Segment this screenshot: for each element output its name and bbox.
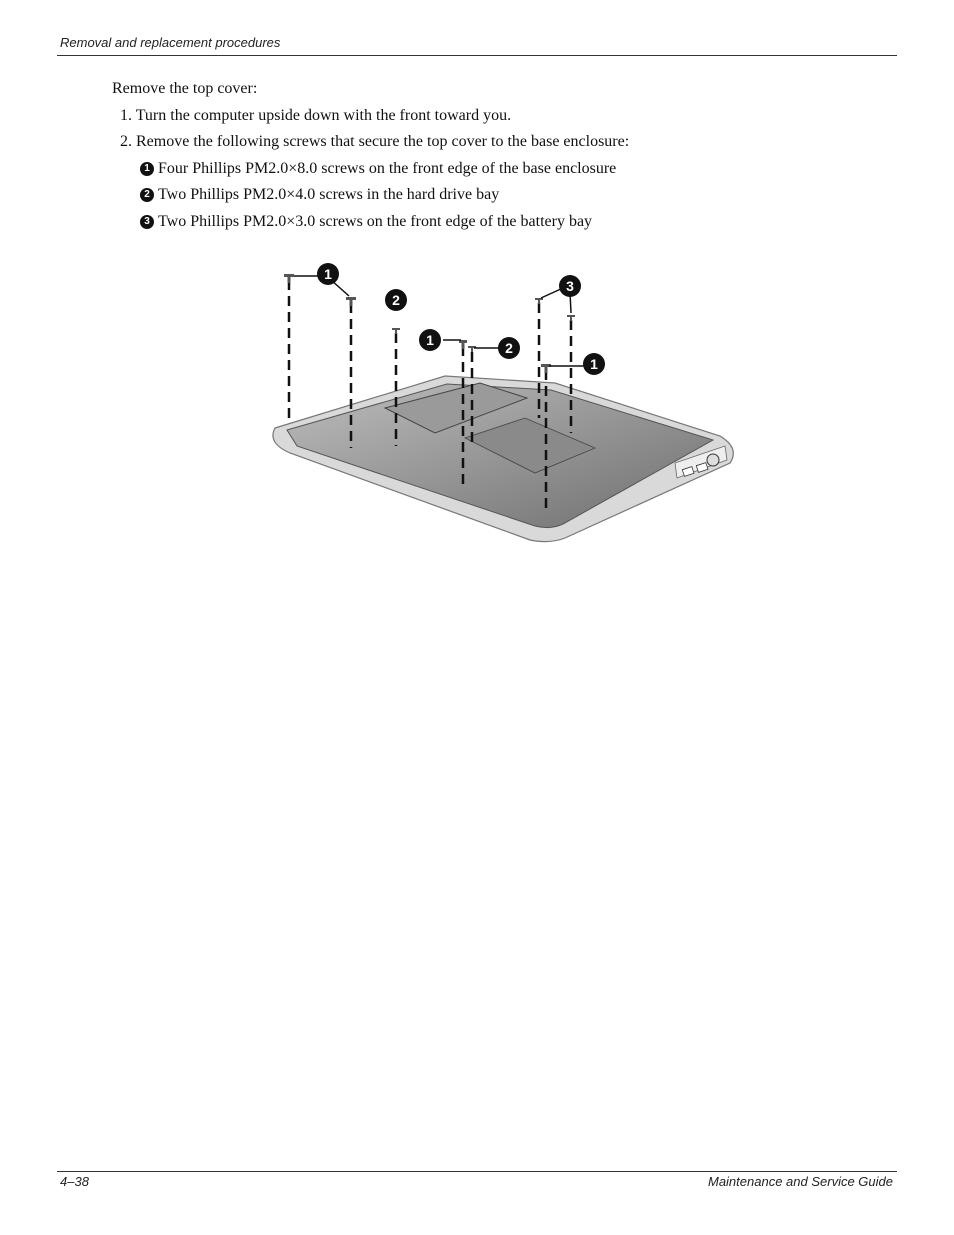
figure-callout-label: 3 [566, 278, 574, 294]
figure-callouts [317, 263, 605, 375]
figure-callout-label: 2 [392, 292, 400, 308]
intro-text: Remove the top cover: [112, 80, 258, 97]
callout-number-badge: 2 [140, 188, 154, 202]
step-1: 1. Turn the computer upside down with the front toward you. [120, 107, 512, 124]
callout-item-2 [140, 186, 499, 204]
page-number: 4–38 [60, 1174, 89, 1189]
callout-text: Two Phillips PM2.0×3.0 screws on the front edge of the battery bay [158, 213, 593, 230]
figure-callout-label: 2 [505, 340, 513, 356]
callout-number-badge: 3 [140, 215, 154, 229]
callout-leaders [294, 276, 585, 366]
figure-callout-label: 1 [590, 356, 598, 372]
callout-item-1 [140, 160, 616, 178]
running-header: Removal and replacement procedures [60, 35, 281, 50]
laptop-base-illustration [265, 258, 745, 548]
figure-callout-label: 1 [324, 266, 332, 282]
header-rule [57, 55, 897, 56]
audio-jack [707, 454, 719, 466]
guide-title: Maintenance and Service Guide [707, 1174, 893, 1189]
callout-text: Two Phillips PM2.0×4.0 screws in the hard drive bay [158, 186, 500, 203]
callout-item-3 [140, 213, 592, 231]
screws [284, 274, 575, 373]
footer-rule [57, 1171, 897, 1172]
callout-number-badge: 1 [140, 162, 154, 176]
figure-callout-label: 1 [426, 332, 434, 348]
callout-text: Four Phillips PM2.0×8.0 screws on the front edge of the base enclosure [158, 160, 617, 177]
top-cover-screws-figure [265, 258, 745, 553]
step-2: 2. Remove the following screws that secure the top cover to the base enclosure: [120, 133, 630, 150]
